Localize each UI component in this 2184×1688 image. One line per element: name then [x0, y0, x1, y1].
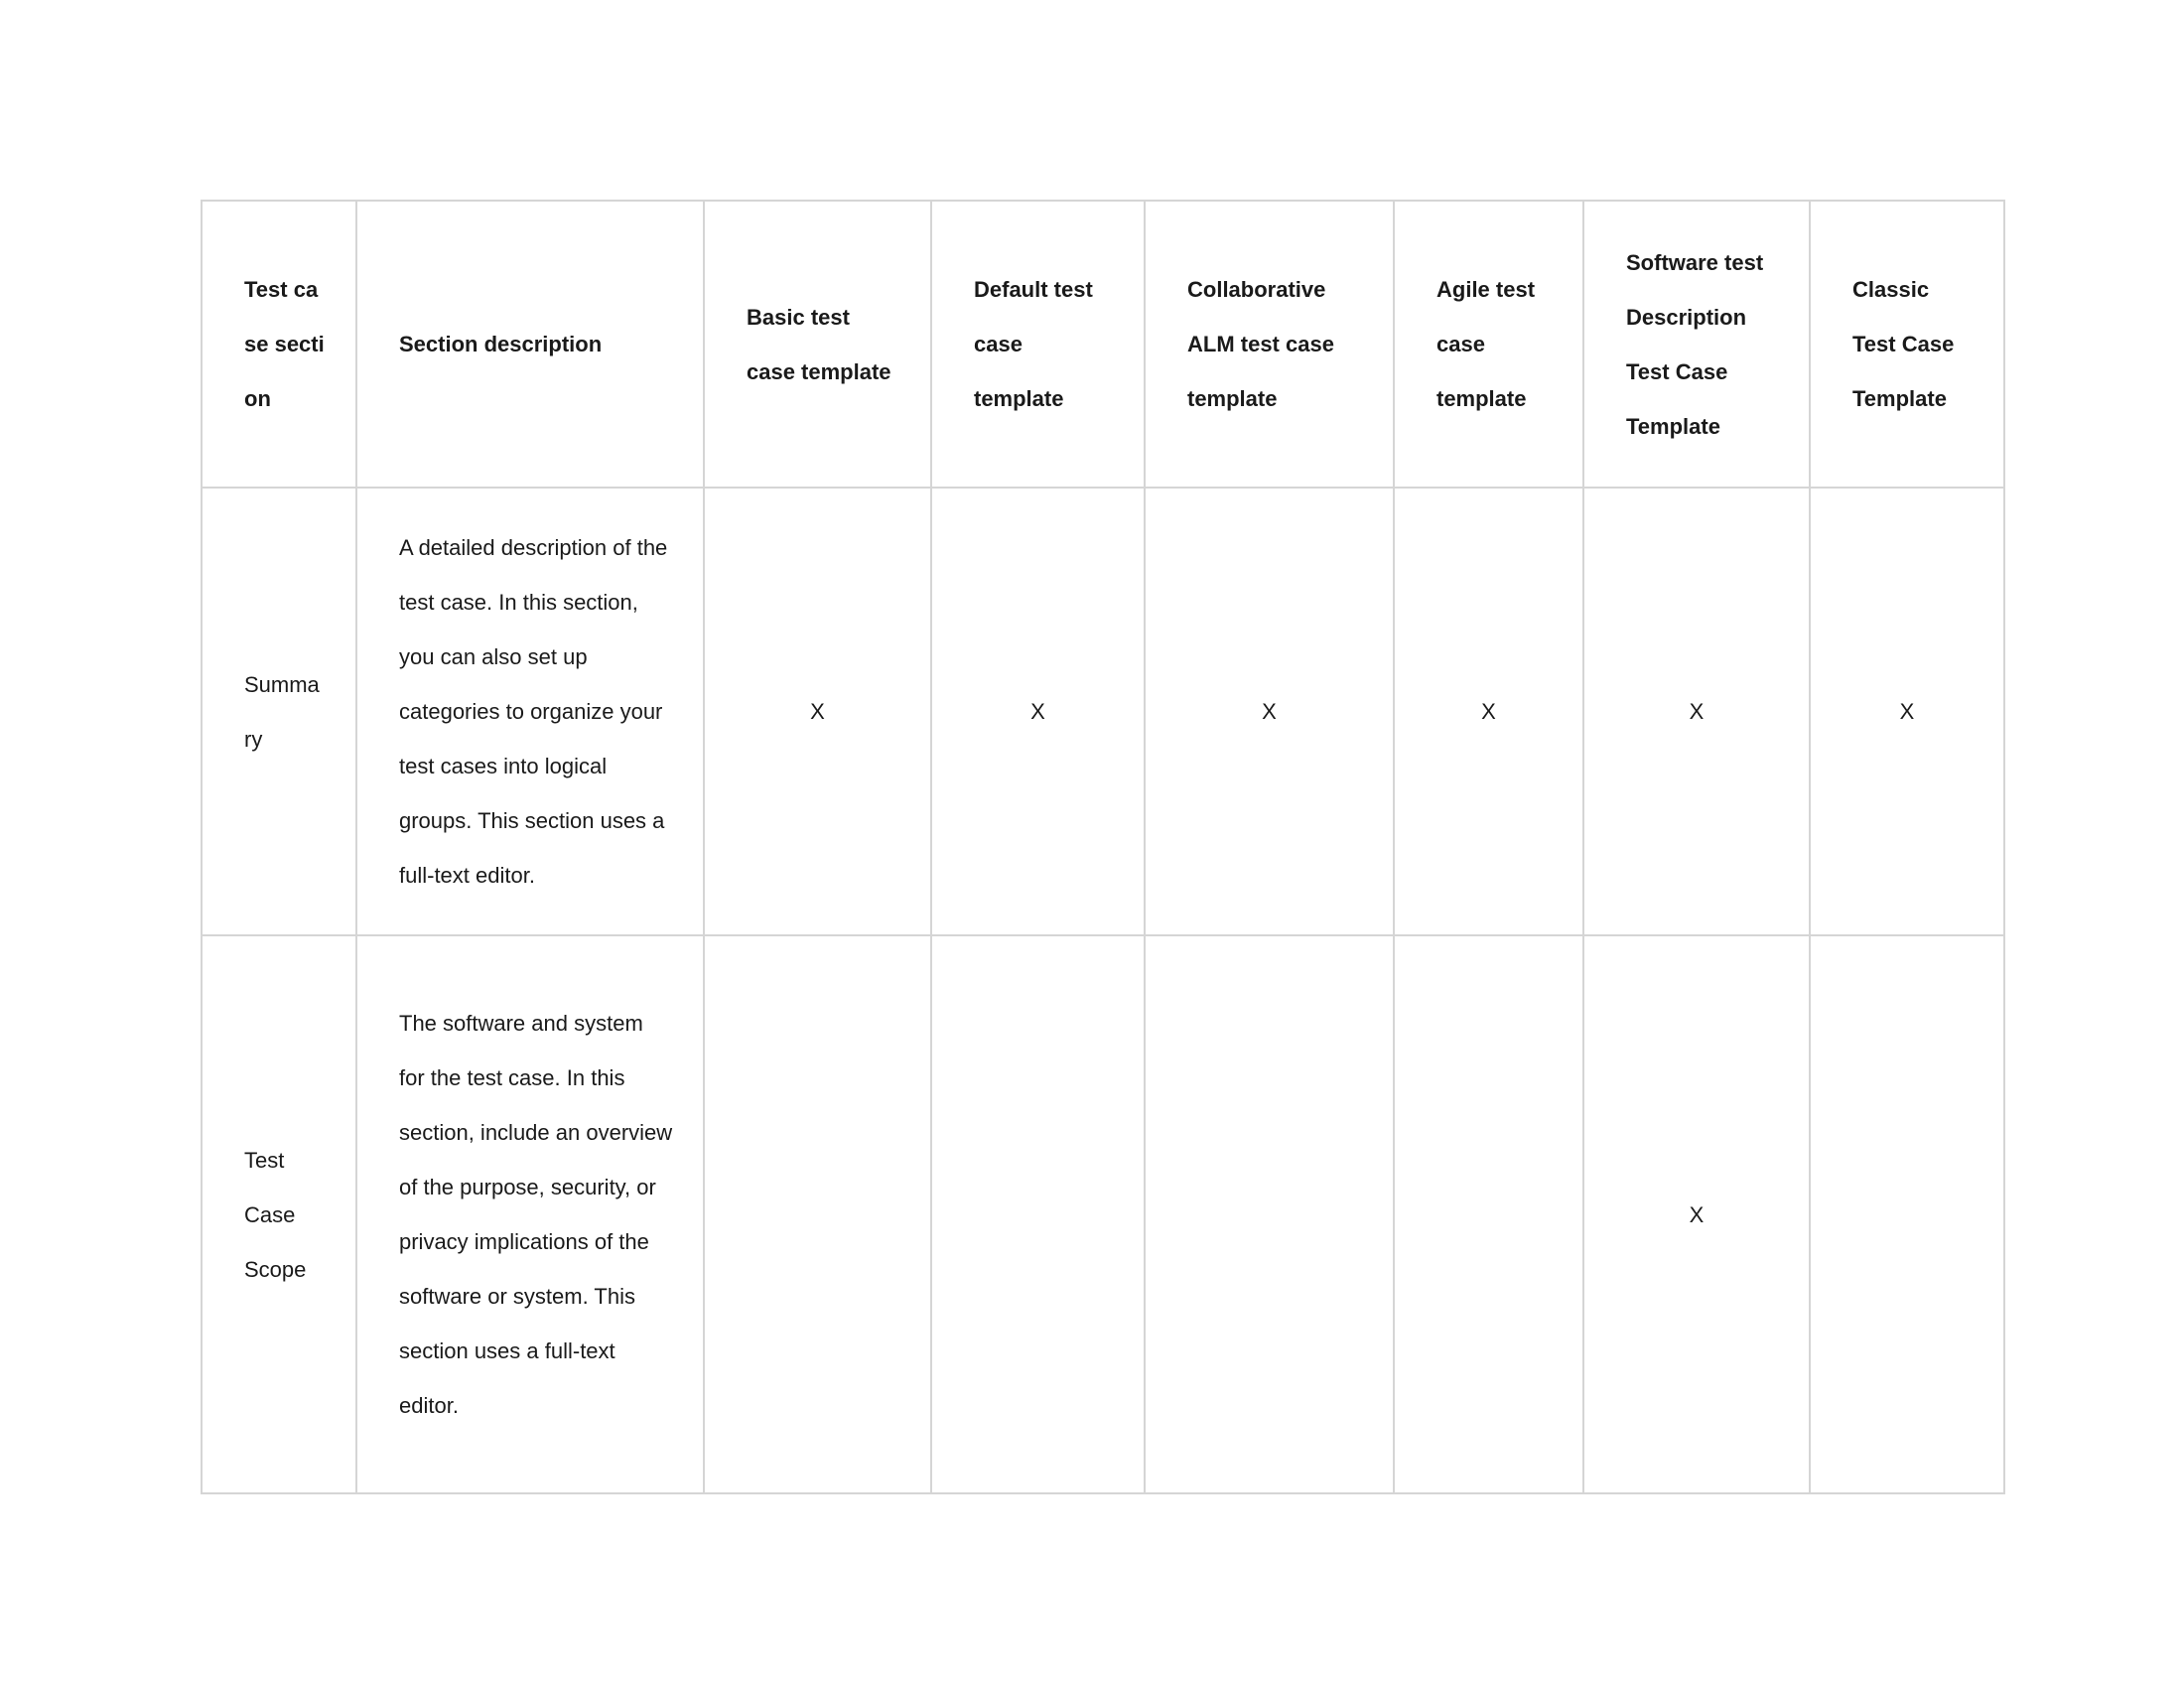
header-section-description: Section description	[356, 201, 704, 488]
mark-agile: X	[1394, 488, 1583, 935]
table-row	[202, 488, 2004, 935]
mark-agile	[1394, 935, 1583, 1493]
mark-software-test-description: X	[1583, 488, 1810, 935]
table-header-row	[202, 201, 2004, 488]
header-basic-template: Basic test case template	[704, 201, 931, 488]
header-default-template: Default test case template	[931, 201, 1145, 488]
mark-classic	[1810, 935, 2004, 1493]
mark-software-test-description: X	[1583, 935, 1810, 1493]
test-case-template-comparison-table	[201, 200, 2005, 1494]
row-section-name: Summary	[202, 488, 356, 935]
mark-default	[931, 935, 1145, 1493]
header-software-test-description-template: Software test Description Test Case Template	[1583, 201, 1810, 488]
header-classic-template: Classic Test Case Template	[1810, 201, 2004, 488]
mark-collaborative-alm	[1145, 935, 1394, 1493]
header-agile-template: Agile test case template	[1394, 201, 1583, 488]
header-test-case-section: Test case section	[202, 201, 356, 488]
mark-basic: X	[704, 488, 931, 935]
mark-classic: X	[1810, 488, 2004, 935]
table-row	[202, 935, 2004, 1493]
mark-default: X	[931, 488, 1145, 935]
mark-collaborative-alm: X	[1145, 488, 1394, 935]
row-section-description: A detailed description of the test case. In this section, you can also set up categories to organize your test cases into logical groups. This section uses a full-text editor.	[356, 488, 704, 935]
header-collaborative-alm-template: Collaborative ALM test case template	[1145, 201, 1394, 488]
row-section-description: The software and system for the test case. In this section, include an overview of the purpose, security, or privacy implications of the software or system. This section uses a full-text editor.	[356, 935, 704, 1493]
mark-basic	[704, 935, 931, 1493]
row-section-name: Test Case Scope	[202, 935, 356, 1493]
